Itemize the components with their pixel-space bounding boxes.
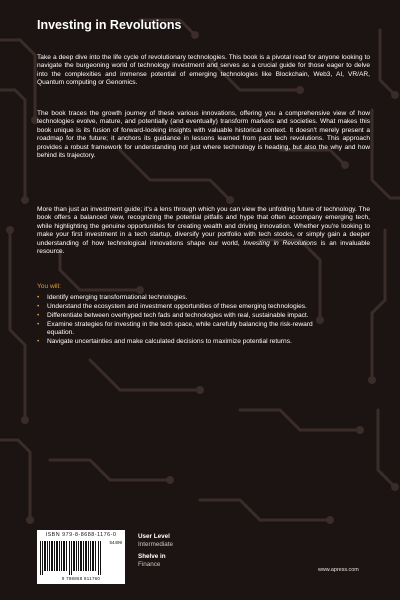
barcode-price-code: 54499	[109, 540, 122, 545]
description-paragraph-2: The book traces the growth journey of these various innovations, offering you a comprehensive view of how technologies evolve, mature, and potentially (and eventually) transform markets and societies. What makes this book unique is its fusion of forward-looking insights with valuable historical context. It doesn't merely present a roadmap for the future; it anchors its guidance in lessons learned from past tech revolutions. This approach provides a robust framework for understanding not just where technology is heading, but also the why and how behind its trajectory.	[37, 110, 370, 160]
book-title-italic: Investing in Revolutions	[243, 239, 317, 247]
book-title: Investing in Revolutions	[37, 18, 182, 32]
shelve-in-block	[138, 553, 166, 569]
user-level-value: Intermediate	[138, 541, 174, 548]
user-level-block	[138, 533, 173, 549]
shelve-in-value: Finance	[138, 561, 161, 568]
bullet-item: • Identify emerging transformational technologies.	[37, 294, 337, 302]
learning-outcomes-list	[37, 294, 337, 347]
bullet-item: • Examine strategies for investing in the tech space, while carefully balancing the risk-reward equation.	[37, 321, 337, 338]
paragraph-3-text-start: More than just an investment guide; it's a lens through which you can view the unfolding future of technology. The book offers a balanced view, recognizing the potential pitfalls and hype that often accompany emerging tech, while highlighting the genuine opportunities for creating wealth and driving innovation. Whether you're looking to make your first investment in a tech startup, diversify your portfolio with tech stocks, or simply gain a deeper understanding of how technological innovations shape our world,	[37, 206, 370, 247]
barcode-digits: 9 798868 811760	[61, 576, 101, 581]
shelve-in-label: Shelve in	[138, 553, 166, 560]
isbn-label: ISBN 979-8-8688-1176-0	[45, 532, 117, 538]
description-paragraph-1: Take a deep dive into the life cycle of revolutionary technologies. This book is a pivotal read for anyone looking to navigate the burgeoning world of technology investment and serves as a crucial guide for those eager to delve into the complexities and immense potential of emerging technologies like Blockchain, Web3, AI, VR/AR, Quantum computing or Genomics.	[37, 54, 370, 87]
isbn-barcode-box	[37, 530, 125, 584]
barcode-icon	[40, 541, 102, 575]
you-will-heading: You will:	[37, 283, 61, 290]
bullet-item: • Understand the ecosystem and investment opportunities of these emerging technologies.	[37, 303, 337, 311]
publisher-url[interactable]: www.apress.com	[318, 567, 359, 573]
bullet-item: • Navigate uncertainties and make calculated decisions to maximize potential returns.	[37, 338, 337, 346]
bullet-item: • Differentiate between overhyped tech fads and technologies with real, sustainable impact.	[37, 312, 337, 320]
user-level-label: User Level	[138, 533, 170, 540]
description-paragraph-3	[37, 206, 370, 256]
paragraph-3-text-end: is an invaluable resource.	[37, 239, 370, 256]
